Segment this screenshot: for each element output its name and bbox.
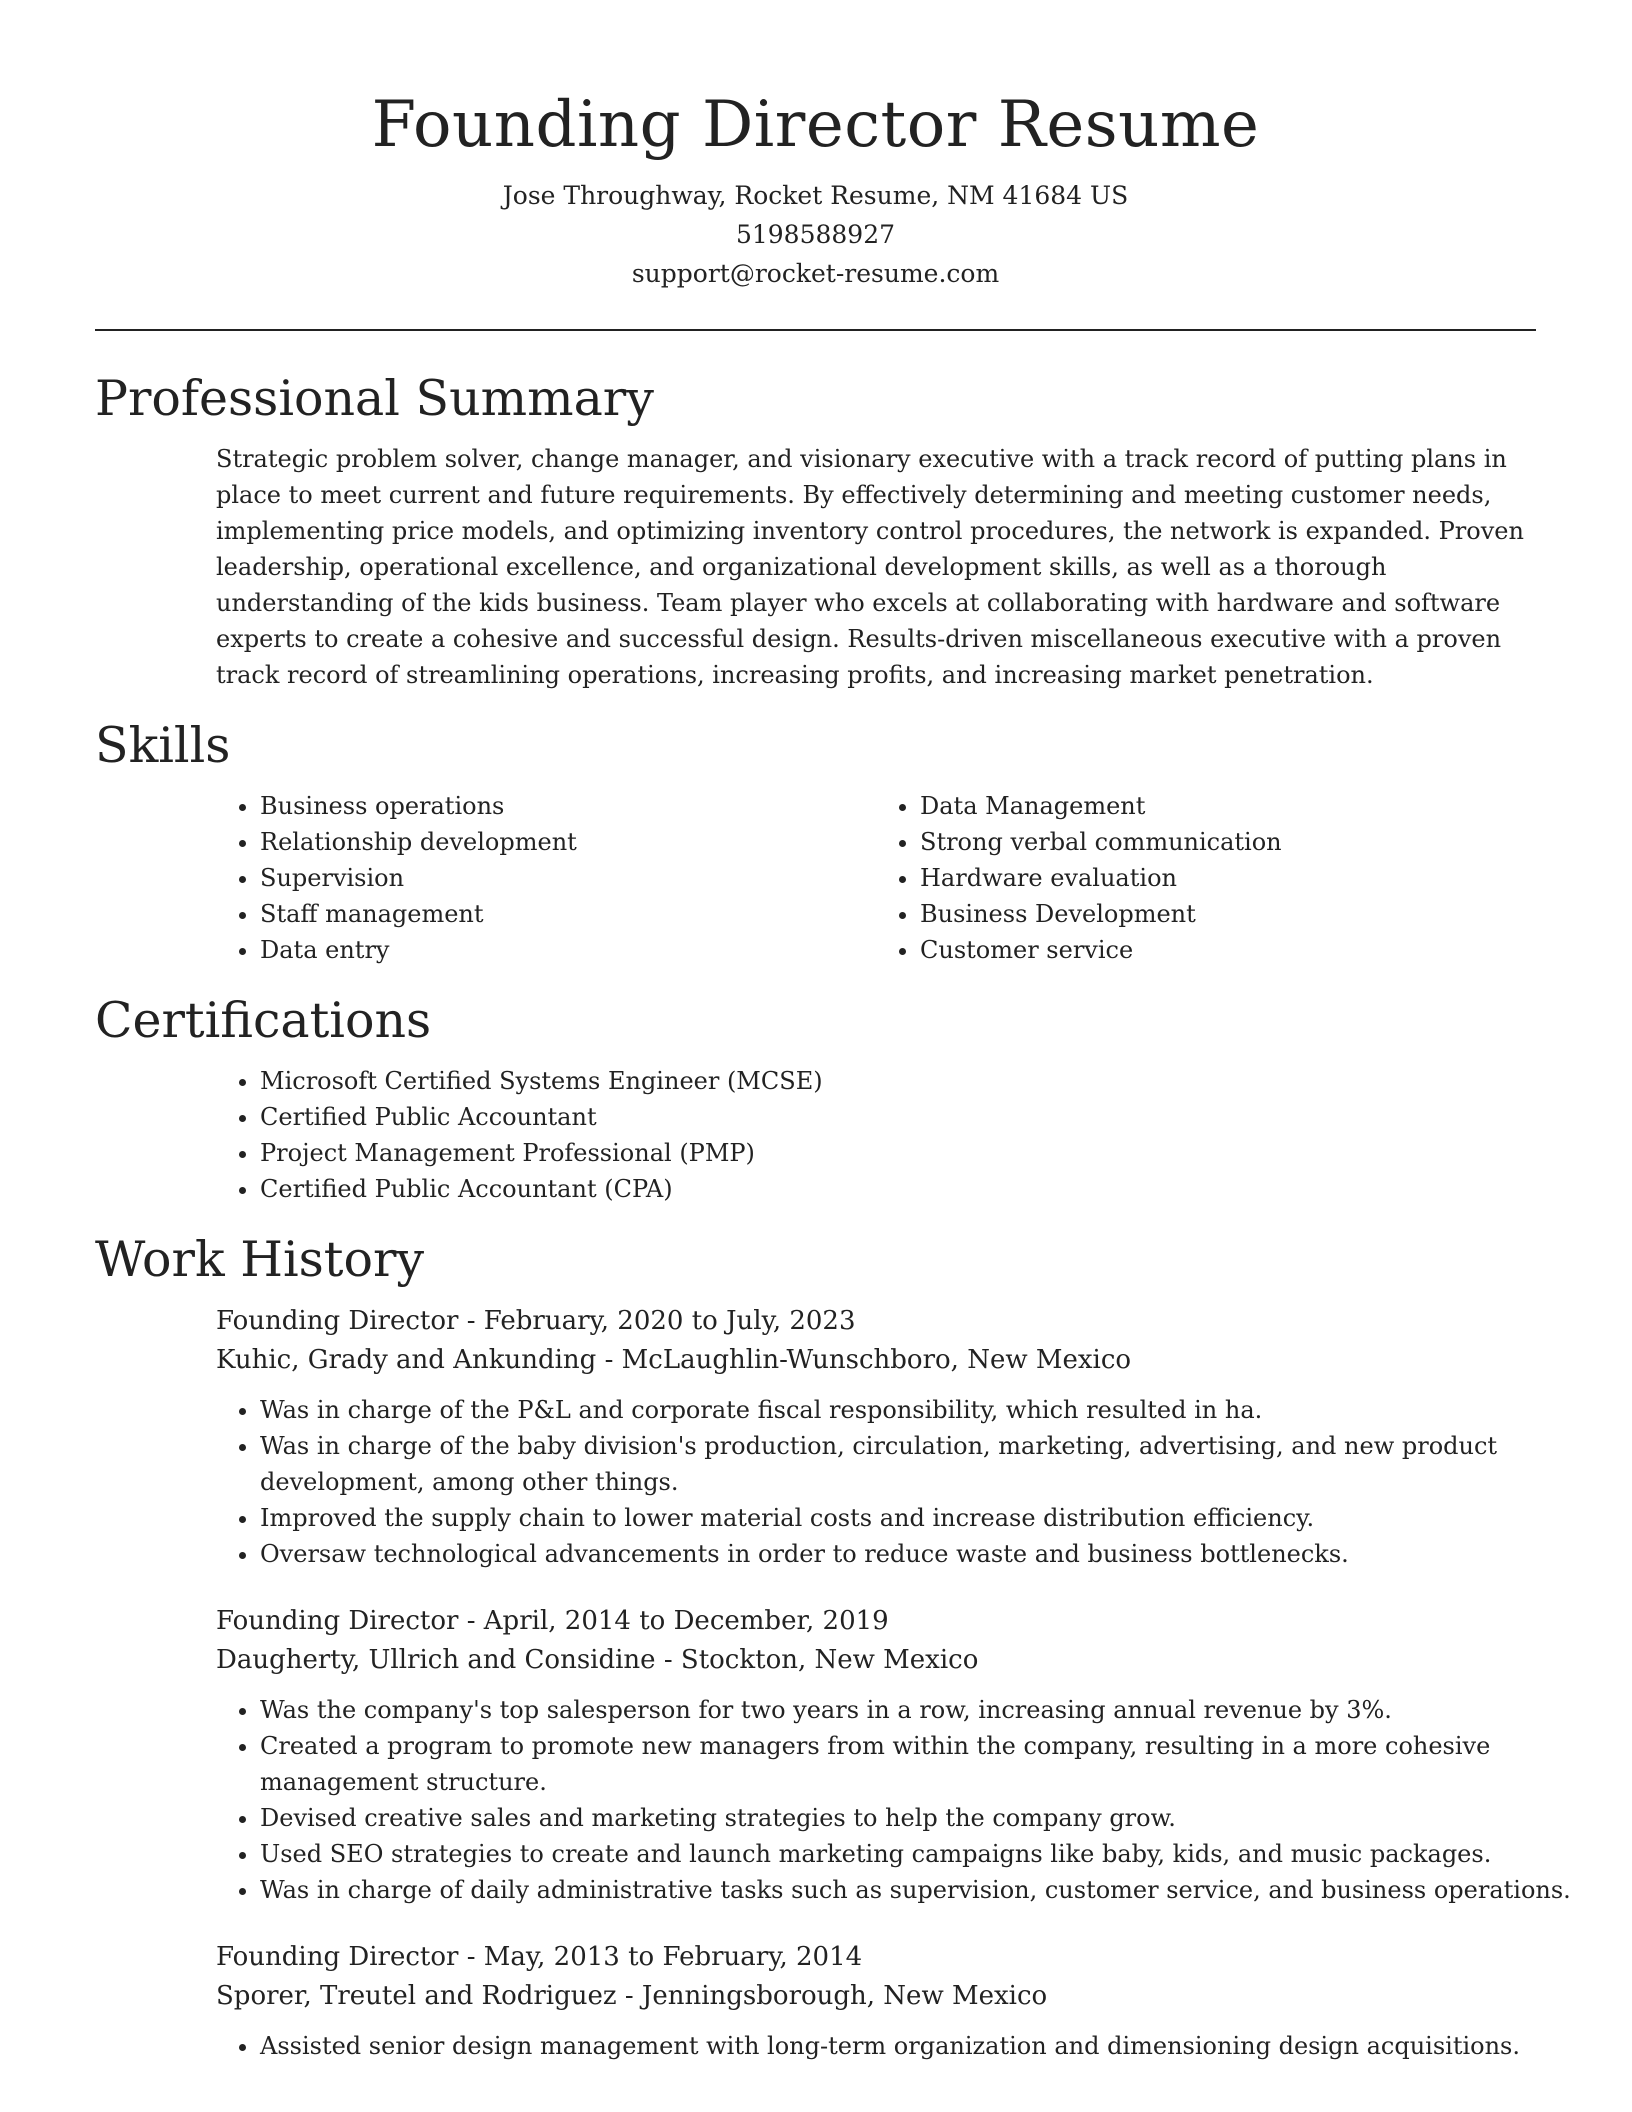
summary-heading: Professional Summary bbox=[95, 370, 654, 427]
work-history-heading: Work History bbox=[95, 1231, 425, 1288]
email: support@rocket-resume.com bbox=[631, 259, 1000, 288]
job-title-line bbox=[216, 1302, 1536, 1341]
skill-item: • Data entry bbox=[260, 932, 876, 968]
job-company: Sporer, Treutel and Rodriguez bbox=[216, 1981, 617, 2011]
job-bullet: • Improved the supply chain to lower material costs and increase distribution efficiency. bbox=[260, 1500, 1580, 1536]
job-bullets bbox=[216, 1392, 1580, 1572]
job-company-line bbox=[216, 1641, 1536, 1680]
separator: - bbox=[616, 1981, 642, 2011]
skill-item: • Relationship development bbox=[260, 824, 876, 860]
job-entry bbox=[216, 1602, 1571, 1908]
job-dates: May, 2013 to February, 2014 bbox=[483, 1942, 863, 1972]
resume-header bbox=[95, 0, 1536, 293]
skills-section bbox=[95, 716, 1536, 968]
job-title: Founding Director bbox=[216, 1306, 459, 1336]
certification-item: • Project Management Professional (PMP) bbox=[260, 1135, 1536, 1171]
job-bullets bbox=[216, 2028, 1580, 2064]
certification-item: • Microsoft Certified Systems Engineer (MCSE) bbox=[260, 1063, 1536, 1099]
job-title: Founding Director bbox=[216, 1942, 459, 1972]
separator: - bbox=[655, 1645, 681, 1675]
skill-item: • Business Development bbox=[920, 896, 1536, 932]
job-location: McLaughlin-Wunschboro, New Mexico bbox=[621, 1345, 1132, 1375]
job-location: Stockton, New Mexico bbox=[680, 1645, 979, 1675]
job-bullets bbox=[216, 1692, 1580, 1908]
job-bullet: • Used SEO strategies to create and launch marketing campaigns like baby, kids, and music packages. bbox=[260, 1836, 1580, 1872]
job-title-line bbox=[216, 1602, 1536, 1641]
resume-title: Founding Director Resume bbox=[371, 88, 1260, 162]
certifications-list bbox=[216, 1063, 1536, 1207]
skills-left-list bbox=[216, 788, 876, 968]
job-bullet: • Was in charge of the P&L and corporate fiscal responsibility, which resulted in ha. bbox=[260, 1392, 1580, 1428]
skill-item: • Data Management bbox=[920, 788, 1536, 824]
skill-item: • Hardware evaluation bbox=[920, 860, 1536, 896]
phone: 5198588927 bbox=[735, 220, 896, 249]
contact-info bbox=[95, 176, 1536, 293]
skill-item: • Supervision bbox=[260, 860, 876, 896]
job-entry bbox=[216, 1302, 1536, 1572]
skills-right-list bbox=[876, 788, 1536, 968]
separator: - bbox=[458, 1942, 484, 1972]
separator: - bbox=[458, 1606, 484, 1636]
certification-item: • Certified Public Accountant (CPA) bbox=[260, 1171, 1536, 1207]
certifications-section bbox=[95, 991, 1536, 1207]
job-entry bbox=[216, 1938, 1536, 2064]
job-bullet: • Was in charge of daily administrative tasks such as supervision, customer service, and business operations. bbox=[260, 1872, 1580, 1908]
skill-item: • Business operations bbox=[260, 788, 876, 824]
job-dates: April, 2014 to December, 2019 bbox=[483, 1606, 889, 1636]
job-bullet: • Created a program to promote new managers from within the company, resulting in a more cohesive management structure. bbox=[260, 1728, 1580, 1800]
certifications-heading: Certifications bbox=[95, 992, 432, 1049]
job-company: Kuhic, Grady and Ankunding bbox=[216, 1345, 597, 1375]
job-bullet: • Was in charge of the baby division's production, circulation, marketing, advertising, and new product development, among other things. bbox=[260, 1428, 1580, 1500]
job-title-line bbox=[216, 1938, 1536, 1977]
work-history-section bbox=[95, 1230, 1571, 2064]
skill-item: • Strong verbal communication bbox=[920, 824, 1536, 860]
job-bullet: • Devised creative sales and marketing strategies to help the company grow. bbox=[260, 1800, 1580, 1836]
job-bullet: • Oversaw technological advancements in order to reduce waste and business bottlenecks. bbox=[260, 1536, 1580, 1572]
address: Jose Throughway, Rocket Resume, NM 41684 US bbox=[502, 181, 1129, 210]
skills-heading: Skills bbox=[95, 717, 231, 774]
job-company-line bbox=[216, 1977, 1536, 2016]
job-title: Founding Director bbox=[216, 1606, 459, 1636]
job-bullet: • Was the company's top salesperson for two years in a row, increasing annual revenue by 3%. bbox=[260, 1692, 1580, 1728]
skill-item: • Staff management bbox=[260, 896, 876, 932]
header-divider bbox=[95, 329, 1536, 331]
certification-item: • Certified Public Accountant bbox=[260, 1099, 1536, 1135]
skills-columns bbox=[216, 788, 1536, 968]
separator: - bbox=[458, 1306, 484, 1336]
resume-page bbox=[95, 0, 1571, 2064]
job-location: Jenningsborough, New Mexico bbox=[641, 1981, 1048, 2011]
job-company-line bbox=[216, 1341, 1536, 1380]
job-company: Daugherty, Ullrich and Considine bbox=[216, 1645, 656, 1675]
skill-item: • Customer service bbox=[920, 932, 1536, 968]
separator: - bbox=[596, 1345, 622, 1375]
job-dates: February, 2020 to July, 2023 bbox=[483, 1306, 856, 1336]
job-bullet: • Assisted senior design management with long-term organization and dimensioning design acquisitions. bbox=[260, 2028, 1580, 2064]
summary-section bbox=[95, 369, 1536, 693]
summary-text: Strategic problem solver, change manager, and visionary executive with a track record of putting plans in place to meet current and future requirements. By effectively determining and meeting customer needs, implementing price models, and optimizing inventory control procedures, the network is expanded. Proven leadership, operational excellence, and organizational development skills, as well as a thorough understanding of the kids business. Team player who excels at collaborating with hardware and software experts to create a cohesive and successful design. Results-driven miscellaneous executive with a proven track record of streamlining operations, increasing profits, and increasing market penetration. bbox=[216, 445, 1524, 689]
